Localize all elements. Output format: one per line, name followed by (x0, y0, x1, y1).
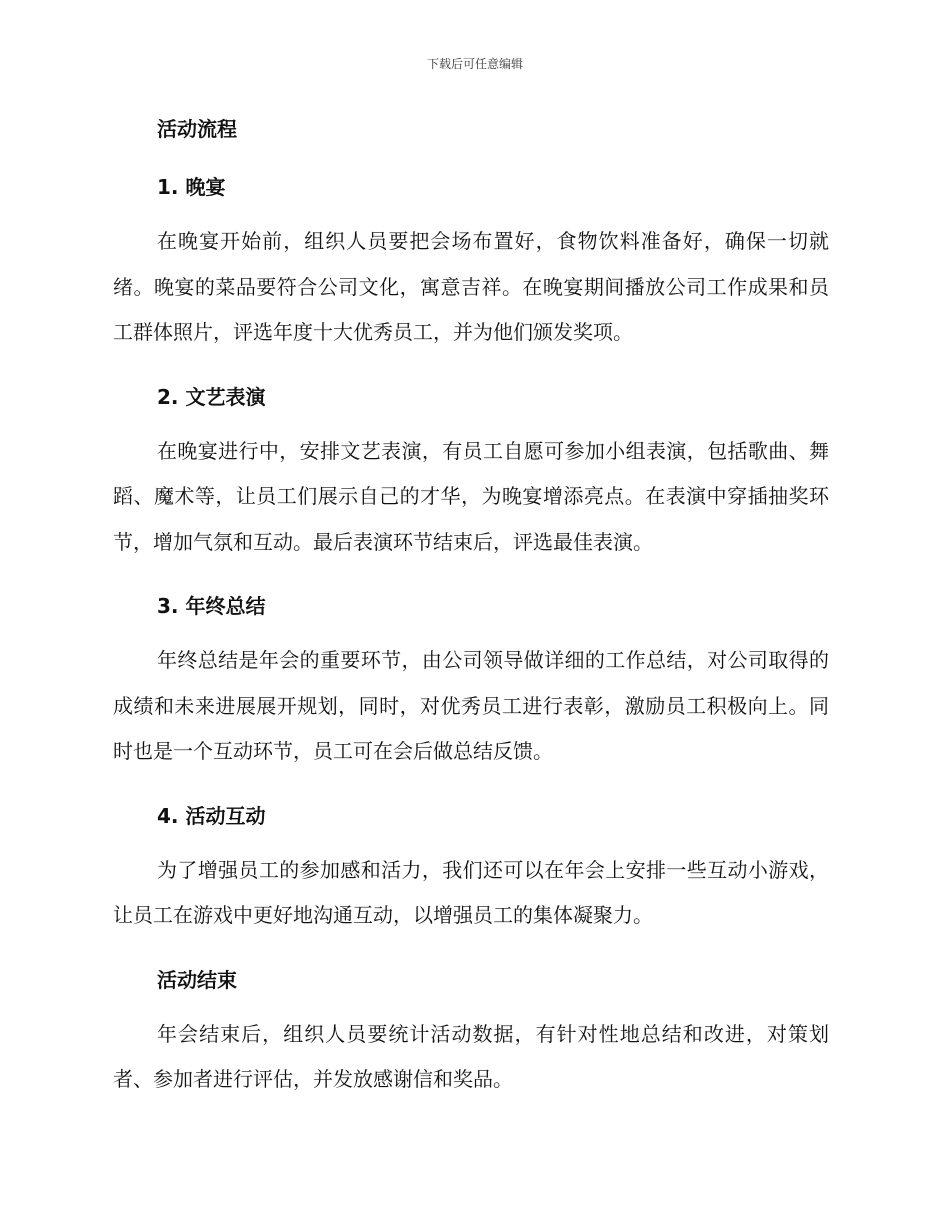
item-heading-1: 1. 晚宴 (157, 175, 226, 199)
item-heading-3: 3. 年终总结 (157, 594, 266, 618)
item-heading-4: 4. 活动互动 (157, 803, 266, 828)
closing-paragraph: 年会结束后，组织人员要统计活动数据，有针对性地总结和改进，对策划者、参加者进行评估，并发放感谢信和奖品。 (113, 1021, 829, 1091)
section-title: 活动流程 (157, 117, 237, 141)
document-body (113, 112, 829, 1103)
header-note: 下载后可任意编辑 (426, 57, 523, 71)
closing-title: 活动结束 (157, 967, 237, 992)
item-paragraph-1: 在晚宴开始前，组织人员要把会场布置好，食物饮料准备好，确保一切就绪。晚宴的菜品要符合公司文化，寓意吉祥。在晚宴期间播放公司工作成果和员工群体照片，评选年度十大优秀员工，并为他们颁发奖项。 (113, 229, 829, 344)
item-heading-2: 2. 文艺表演 (157, 384, 266, 409)
item-paragraph-3: 年终总结是年会的重要环节，由公司领导做详细的工作总结，对公司取得的成绩和未来进展展开规划，同时，对优秀员工进行表彰，激励员工积极向上。同时也是一个互动环节，员工可在会后做总结反馈。 (113, 648, 829, 763)
item-paragraph-4: 为了增强员工的参加感和活力，我们还可以在年会上安排一些互动小游戏，让员工在游戏中更好地沟通互动，以增强员工的集体凝聚力。 (113, 857, 829, 927)
item-paragraph-2: 在晚宴进行中，安排文艺表演，有员工自愿可参加小组表演，包括歌曲、舞蹈、魔术等，让员工们展示自己的才华，为晚宴增添亮点。在表演中穿插抽奖环节，增加气氛和互动。最后表演环节结束后，评选最佳表演。 (113, 438, 829, 554)
